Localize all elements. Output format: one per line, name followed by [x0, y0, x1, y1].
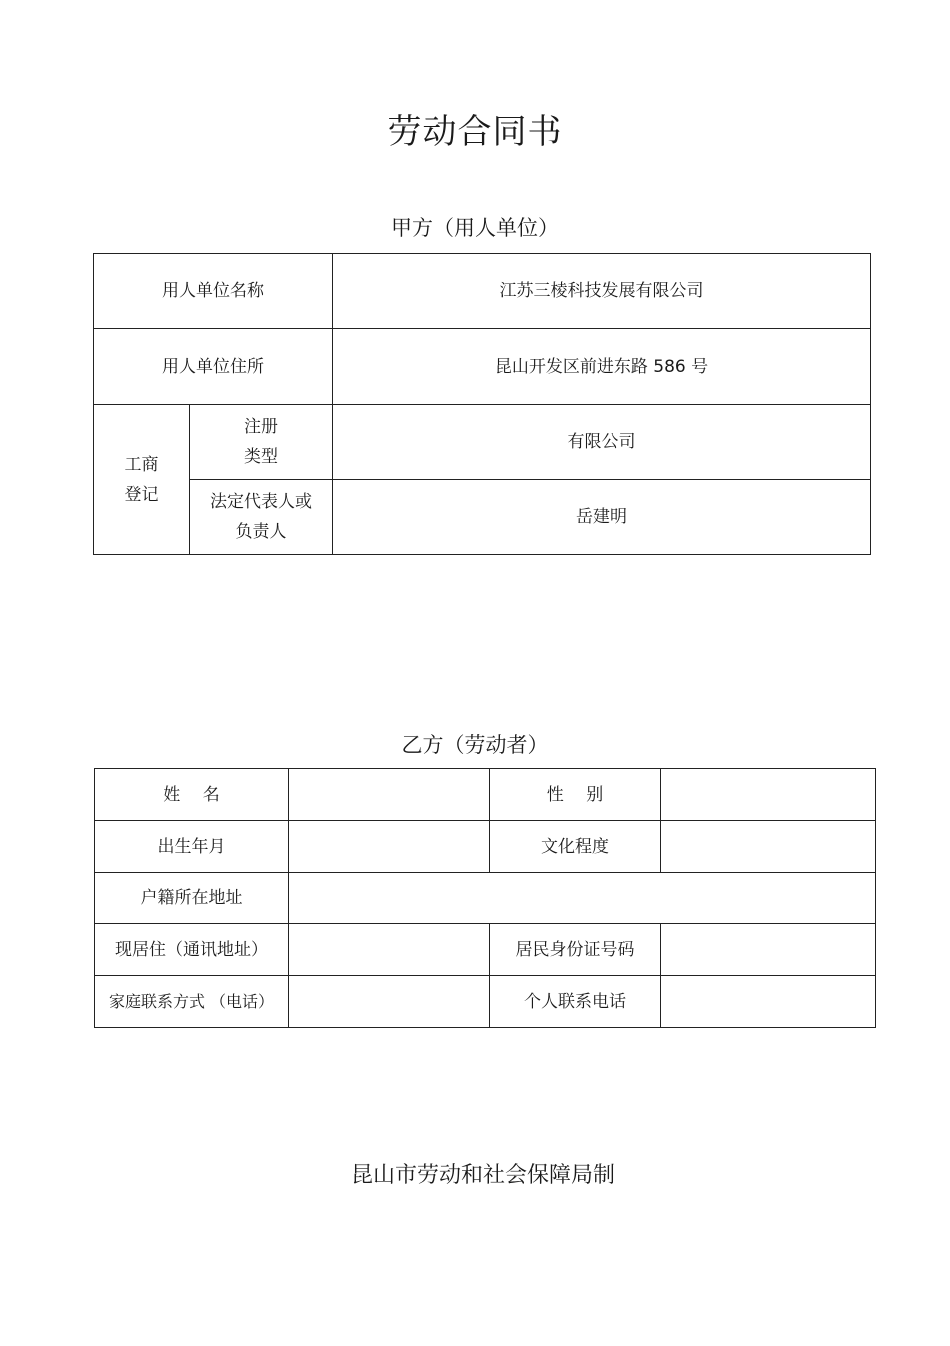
business-registration-label — [94, 405, 190, 555]
table-row — [95, 924, 876, 976]
table-row — [95, 976, 876, 1028]
worker-name-field[interactable] — [289, 769, 490, 821]
personal-phone-label: 个人联系电话 — [490, 976, 661, 1028]
hukou-address-field[interactable] — [289, 873, 876, 924]
party-a-heading: 甲方（用人单位） — [391, 216, 559, 240]
legal-representative-value: 岳建明 — [333, 480, 871, 555]
employer-address-value: 昆山开发区前进东路 586 号 — [333, 329, 871, 405]
table-row — [95, 769, 876, 821]
table-row — [94, 254, 871, 329]
birth-date-label: 出生年月 — [95, 821, 289, 873]
residence-address-field[interactable] — [289, 924, 490, 976]
worker-gender-label: 性 别 — [490, 769, 661, 821]
worker-name-label: 姓 名 — [95, 769, 289, 821]
home-phone-field[interactable] — [289, 976, 490, 1028]
legal-representative-label — [190, 480, 333, 555]
registration-type-label — [190, 405, 333, 480]
id-number-label: 居民身份证号码 — [490, 924, 661, 976]
hukou-address-label: 户籍所在地址 — [95, 873, 289, 924]
registration-type-value: 有限公司 — [333, 405, 871, 480]
table-row — [95, 821, 876, 873]
business-registration-label-line1: 工商 — [124, 454, 159, 475]
document-title: 劳动合同书 — [387, 112, 563, 152]
employer-name-value: 江苏三棱科技发展有限公司 — [333, 254, 871, 329]
table-row — [94, 329, 871, 405]
legal-representative-label-line2: 负责人 — [235, 522, 287, 542]
worker-gender-field[interactable] — [661, 769, 876, 821]
birth-date-field[interactable] — [289, 821, 490, 873]
id-number-field[interactable] — [661, 924, 876, 976]
registration-type-label-line2: 类型 — [244, 447, 278, 467]
party-b-heading: 乙方（劳动者） — [401, 733, 549, 757]
home-phone-label: 家庭联系方式 （电话） — [95, 976, 289, 1028]
education-label: 文化程度 — [490, 821, 661, 873]
business-registration-label-line2: 登记 — [124, 484, 159, 505]
table-row — [95, 873, 876, 924]
party-b-table — [94, 768, 876, 1028]
residence-address-label: 现居住（通讯地址） — [95, 924, 289, 976]
employer-name-label: 用人单位名称 — [94, 254, 333, 329]
education-field[interactable] — [661, 821, 876, 873]
registration-type-label-line1: 注册 — [244, 417, 278, 437]
party-a-table — [93, 253, 871, 555]
issuer-footer: 昆山市劳动和社会保障局制 — [350, 1163, 615, 1188]
personal-phone-field[interactable] — [661, 976, 876, 1028]
employer-address-label: 用人单位住所 — [94, 329, 333, 405]
table-row — [94, 405, 871, 480]
table-row — [94, 480, 871, 555]
legal-representative-label-line1: 法定代表人或 — [210, 492, 312, 512]
